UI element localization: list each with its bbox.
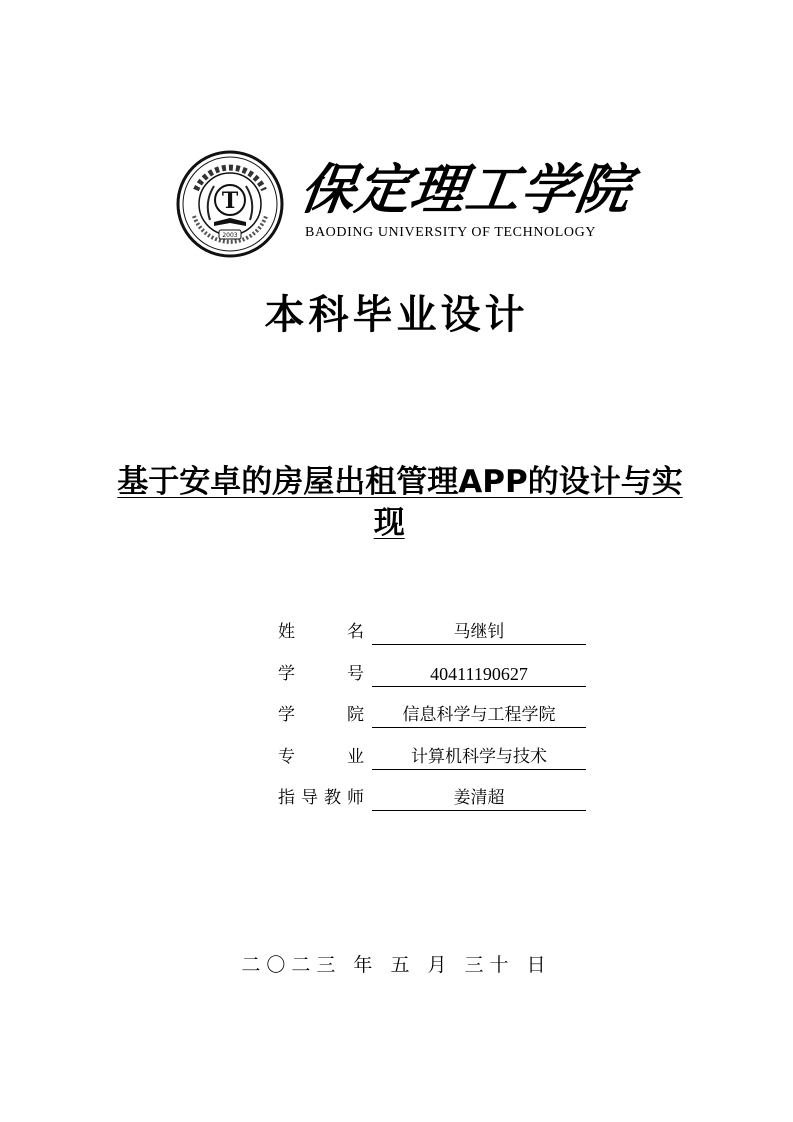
info-row-major (278, 743, 598, 785)
info-label: 学号 (278, 663, 364, 684)
info-row-student-id (278, 660, 598, 702)
info-value: 40411190627 (372, 660, 586, 687)
info-label: 姓名 (278, 622, 364, 642)
svg-text:2003: 2003 (222, 232, 238, 239)
school-name-english: BAODING UNIVERSITY OF TECHNOLOGY (305, 225, 597, 240)
info-label: 指导教师 (278, 788, 364, 808)
info-label: 学院 (278, 705, 364, 725)
info-value: 计算机科学与技术 (372, 743, 586, 770)
info-value: 马继钊 (372, 618, 586, 645)
school-name-chinese: 保定理工学院 (296, 157, 636, 221)
info-value: 信息科学与工程学院 (372, 701, 586, 728)
thesis-title-line-1: 基于安卓的房屋出租管理APP的设计与实 (117, 464, 683, 500)
student-info-table (278, 618, 598, 826)
submission-date: 二〇二三 年 五 月 三十 日 (241, 954, 552, 976)
svg-text:T: T (221, 188, 239, 214)
info-row-advisor (278, 784, 598, 826)
university-seal-icon (176, 150, 284, 258)
info-label: 专业 (278, 746, 364, 767)
info-row-name (278, 618, 598, 660)
thesis-type-heading: 本科毕业设计 (264, 291, 529, 338)
thesis-title-line-2: 现 (373, 505, 405, 541)
university-logo (176, 150, 646, 262)
info-row-college (278, 701, 598, 743)
info-value: 姜清超 (372, 784, 586, 811)
thesis-title (95, 462, 705, 544)
